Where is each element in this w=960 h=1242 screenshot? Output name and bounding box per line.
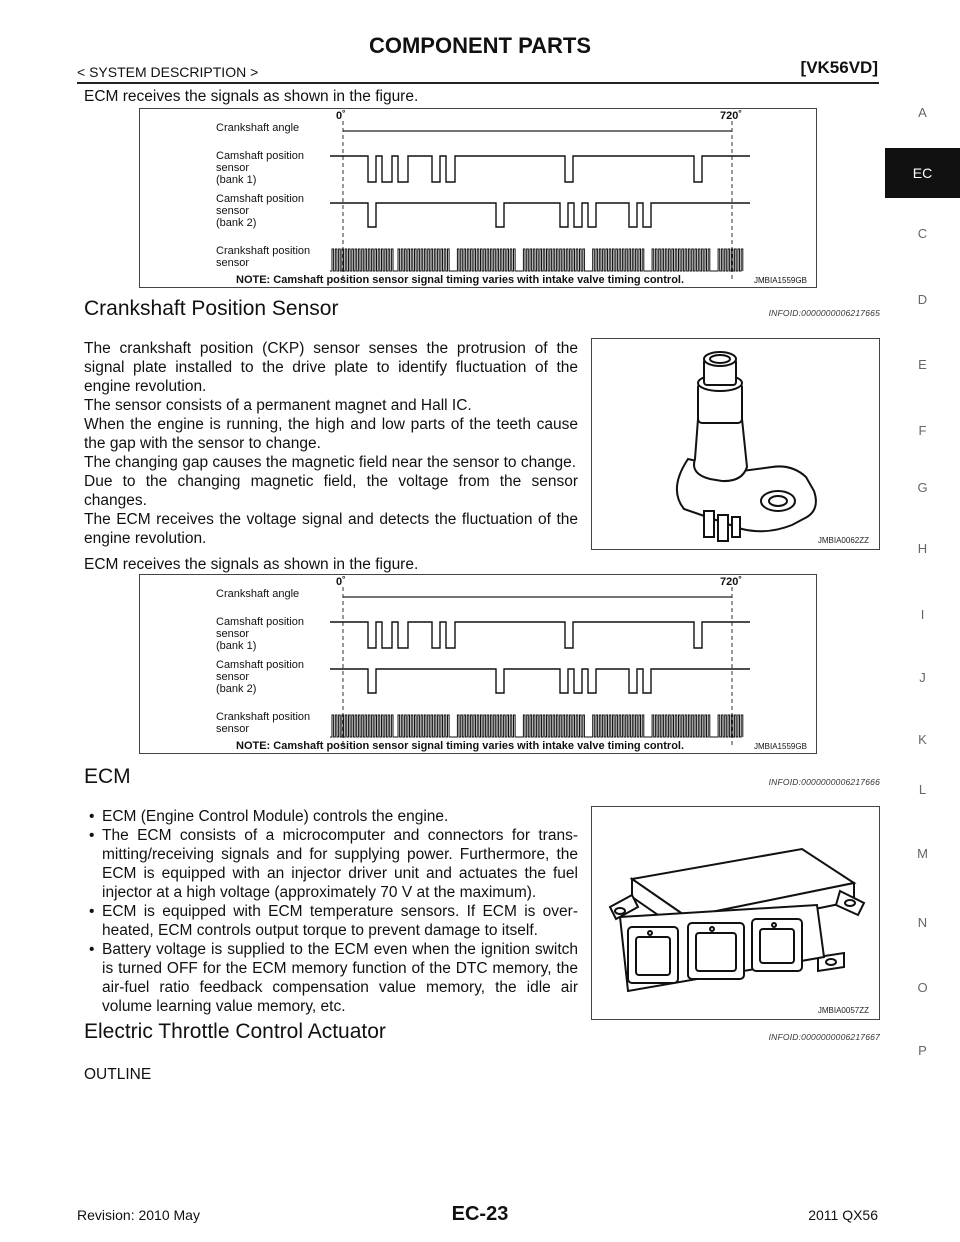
timing-figure-code: JMBIA1559GB: [754, 276, 807, 285]
cmp-bank2-waveform: [330, 203, 750, 227]
timing-figure-2: [139, 574, 817, 754]
crankshaft-angle-label: Crankshaft angle: [216, 122, 300, 134]
tab-n[interactable]: N: [917, 915, 928, 930]
tab-k[interactable]: K: [918, 732, 927, 747]
timing-diagram: [140, 575, 816, 753]
cmp-bank2-label: Camshaft position sensor (bank 2): [216, 193, 305, 229]
ckp-waveform: [330, 715, 743, 737]
tab-o[interactable]: O: [917, 980, 928, 995]
list-item: • The ECM consists of a microcomputer and connectors for trans-mitting/receiving signals and for supplying power. Furthermore, the ECM is equipped with an injector driver unit and actuates the fuel injector at a high voltage (approximately 70 V at the maximum).: [84, 826, 578, 902]
ckp-sensor-figure: [591, 338, 880, 550]
list-item: • ECM is equipped with ECM temperature sensors. If ECM is over-heated, ECM controls output torque to prevent damage to itself.: [84, 902, 578, 940]
infoid-etc: INFOID:0000000006217667: [768, 1032, 880, 1042]
tab-a[interactable]: A: [918, 105, 927, 120]
breadcrumb: < SYSTEM DESCRIPTION >: [77, 64, 259, 80]
model-year: 2011 QX56: [808, 1207, 878, 1223]
tab-p[interactable]: P: [918, 1043, 927, 1058]
tab-g[interactable]: G: [917, 480, 928, 495]
ckp-figure-intro: ECM receives the signals as shown in the figure.: [84, 556, 419, 573]
cmp-bank1-label: Camshaft position sensor (bank 1): [216, 150, 305, 186]
tab-i[interactable]: I: [920, 607, 925, 622]
header-rule: [77, 82, 879, 84]
ecm-illustration: [592, 807, 879, 1019]
page-number: EC-23: [451, 1203, 509, 1225]
list-item: • ECM (Engine Control Module) controls the engine.: [84, 807, 578, 826]
ecm-figure-code: JMBIA0057ZZ: [817, 1006, 869, 1015]
timing-figure-code: JMBIA1559GB: [754, 742, 807, 751]
tab-m[interactable]: M: [917, 846, 928, 861]
tab-e[interactable]: E: [918, 357, 927, 372]
ckp-sensor-illustration: [592, 339, 879, 549]
angle-end-label: 720˚: [720, 110, 743, 122]
intro-text: ECM receives the signals as shown in the figure.: [84, 88, 419, 105]
angle-start-label: 0˚: [336, 576, 346, 588]
ckp-description: The crankshaft position (CKP) sensor senses the protrusion of the signal plate installed to the drive plate to identify fluctuation of the engine revolution. The sensor consists of a permanent magnet and Hall IC. When the engine is running, the high and low parts of the teeth cause the gap with the sensor to change. The changing gap causes the magnetic field near the sensor to change. Due to the changing magnetic field, the voltage from the sensor changes. The ECM receives the voltage signal and detects the fluctuation of the engine revolution.: [84, 340, 578, 547]
tab-j[interactable]: J: [919, 670, 926, 685]
cmp-bank2-waveform: [330, 669, 750, 693]
tab-h[interactable]: H: [917, 541, 928, 556]
angle-start-label: 0˚: [336, 110, 346, 122]
section-heading-etc: Electric Throttle Control Actuator: [84, 1020, 386, 1043]
tab-f[interactable]: F: [918, 423, 927, 438]
infoid-ecm: INFOID:0000000006217666: [768, 777, 880, 787]
page-title: COMPONENT PARTS: [368, 33, 592, 58]
list-item: • Battery voltage is supplied to the ECM even when the ignition switch is turned OFF for the ECM memory function of the DTC memory, the air-fuel ratio feedback compensation value memory, the idle air volume learning value memory, etc.: [84, 940, 578, 1016]
model-code: [VK56VD]: [800, 58, 878, 77]
timing-note: NOTE: Camshaft position sensor signal timing varies with intake valve timing control.: [236, 740, 685, 752]
ckp-waveform: [330, 249, 743, 271]
cmp-bank1-waveform: [330, 156, 750, 182]
ckp-label: Crankshaft position sensor: [216, 711, 311, 735]
cmp-bank1-waveform: [330, 622, 750, 648]
cmp-bank2-label: Camshaft position sensor (bank 2): [216, 659, 305, 695]
etc-subheading: OUTLINE: [84, 1066, 152, 1083]
crankshaft-angle-label: Crankshaft angle: [216, 588, 300, 600]
tab-d[interactable]: D: [917, 292, 928, 307]
angle-end-label: 720˚: [720, 576, 743, 588]
revision-date: Revision: 2010 May: [77, 1207, 200, 1223]
timing-diagram: [140, 109, 816, 287]
ecm-bullet-list: [84, 807, 578, 1016]
timing-note: NOTE: Camshaft position sensor signal timing varies with intake valve timing control.: [236, 274, 685, 286]
ckp-label: Crankshaft position sensor: [216, 245, 311, 269]
tab-ec[interactable]: EC: [885, 148, 960, 198]
infoid-ckp: INFOID:0000000006217665: [768, 308, 880, 318]
timing-figure-1: [139, 108, 817, 288]
ecm-figure: [591, 806, 880, 1020]
section-heading-ckp: Crankshaft Position Sensor: [84, 297, 339, 320]
ckp-figure-code: JMBIA0062ZZ: [817, 536, 869, 545]
tab-l[interactable]: L: [918, 782, 927, 797]
section-heading-ecm: ECM: [84, 765, 131, 788]
cmp-bank1-label: Camshaft position sensor (bank 1): [216, 616, 305, 652]
tab-c[interactable]: C: [917, 226, 928, 241]
